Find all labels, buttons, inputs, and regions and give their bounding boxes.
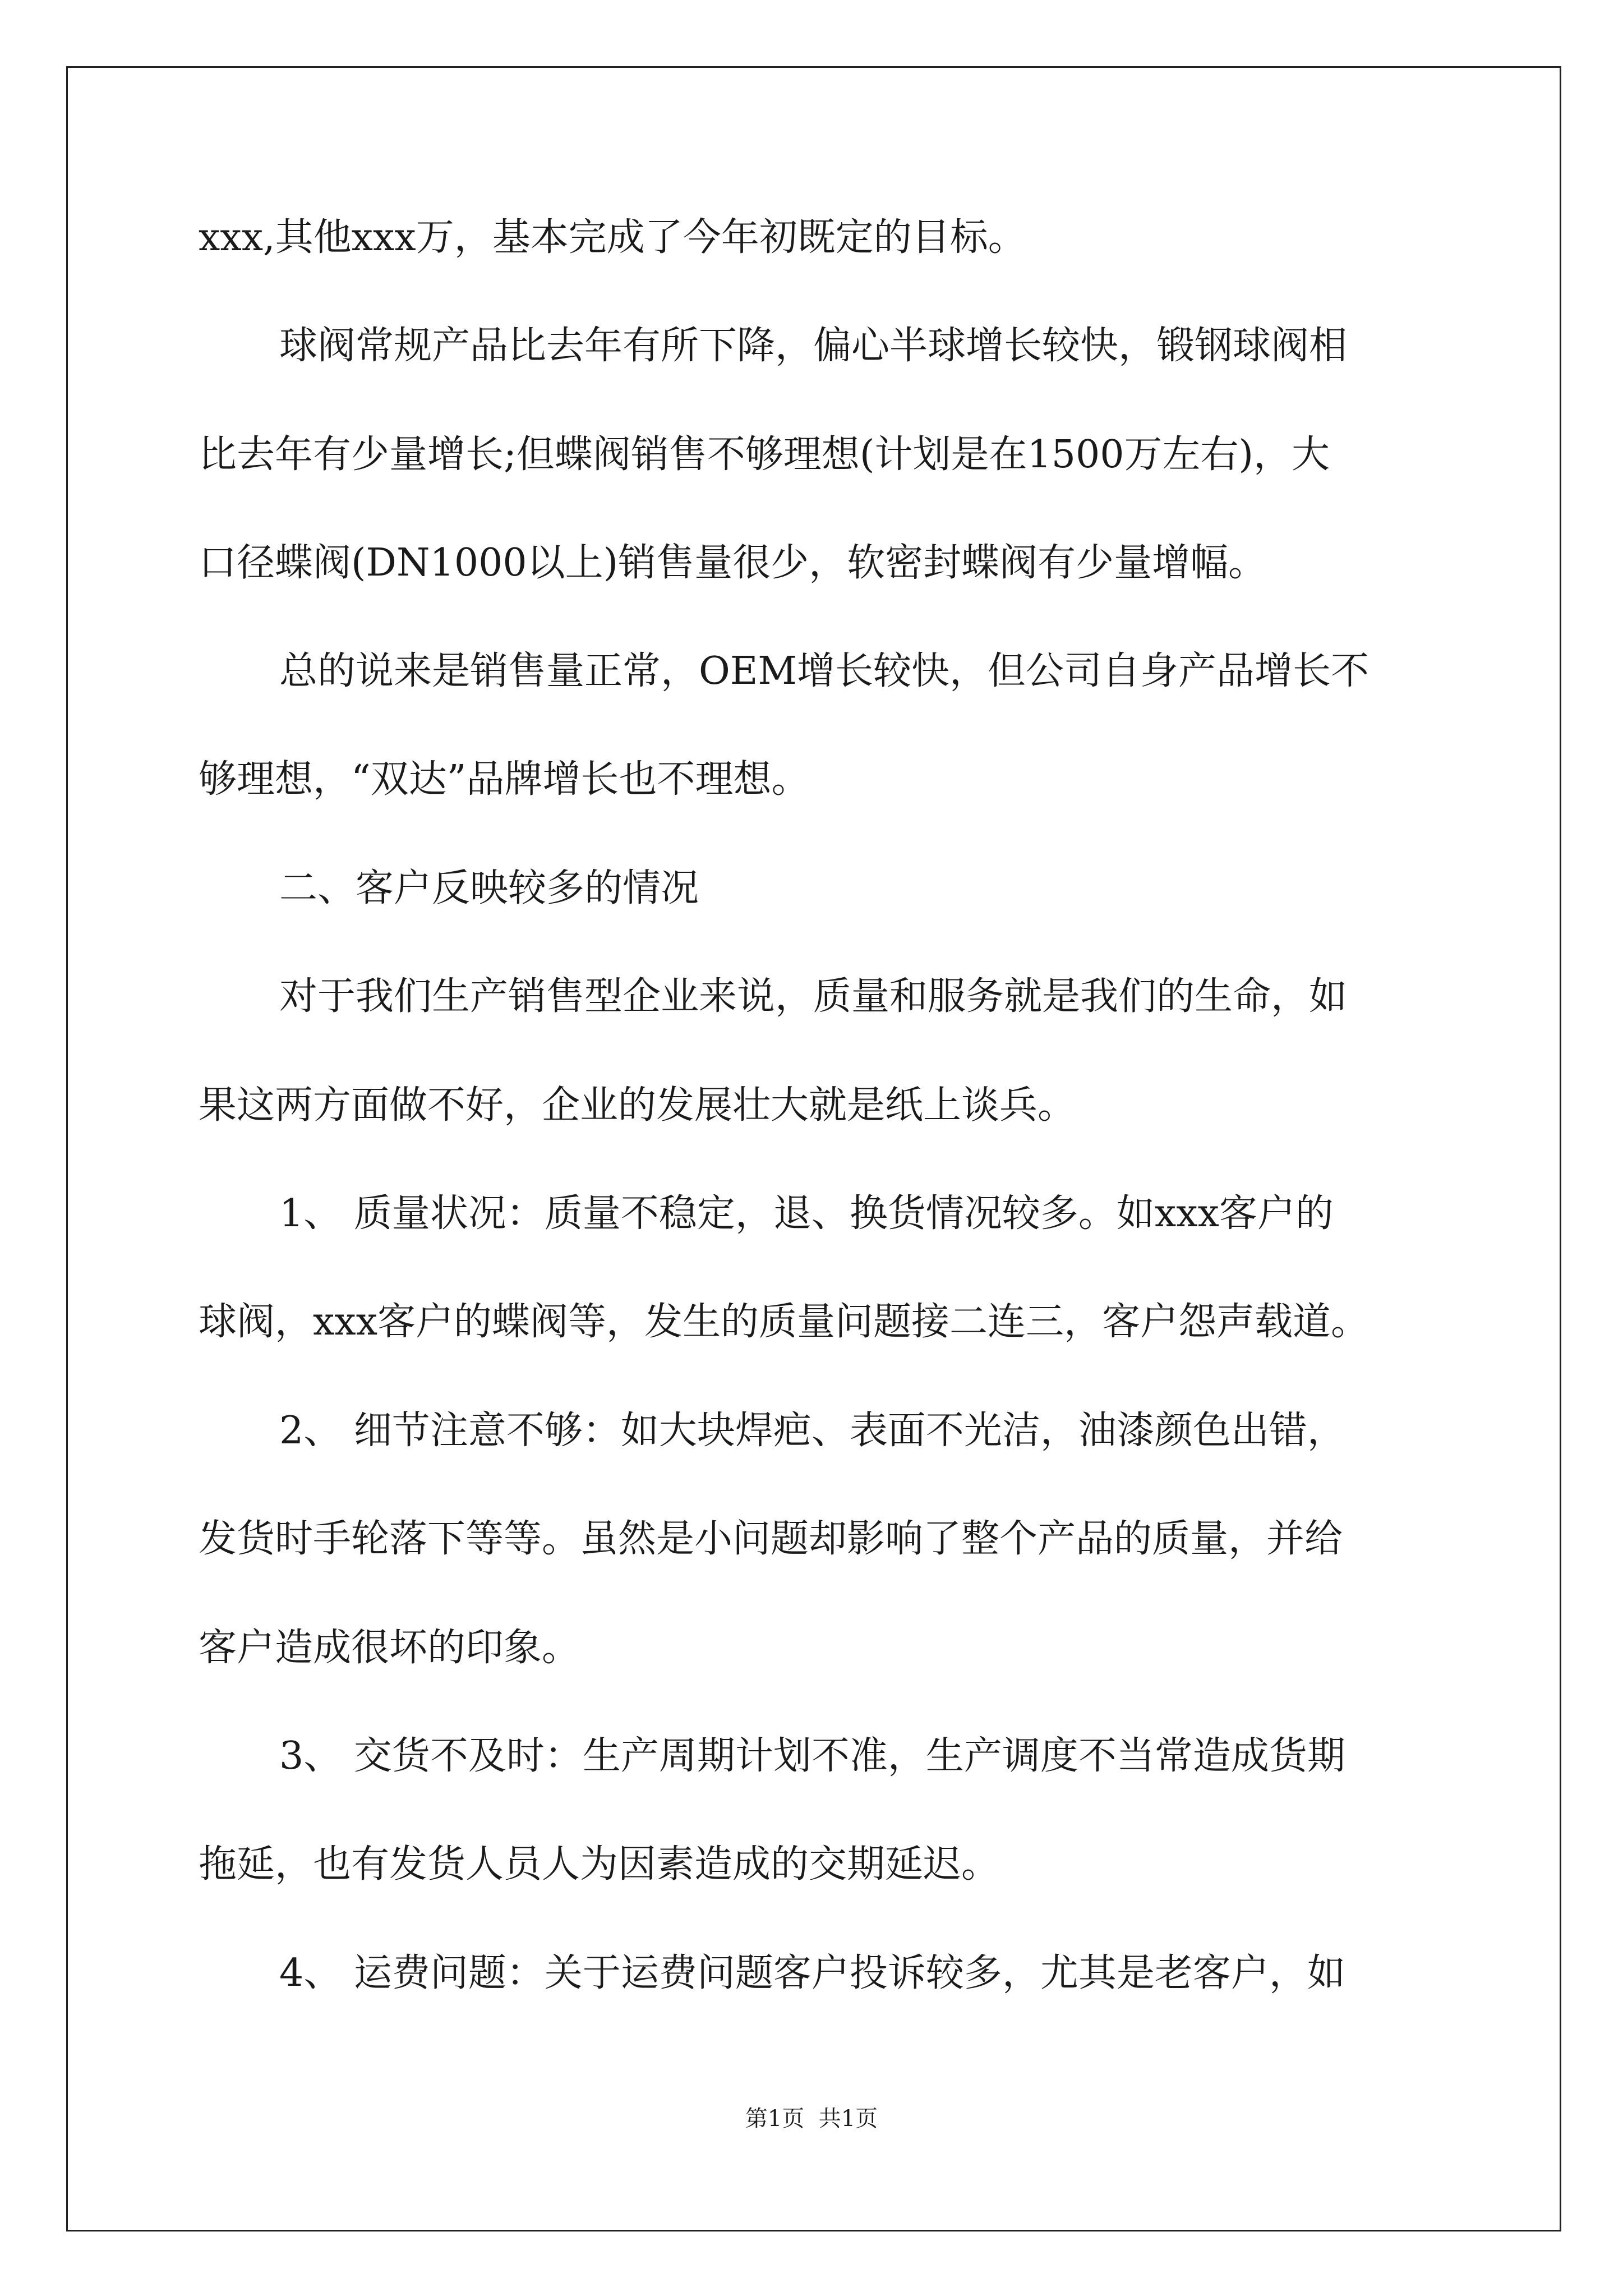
list-item: 1、 质量状况：质量不稳定，退、换货情况较多。如xxx客户的 bbox=[279, 1191, 1334, 1236]
list-item: 4、 运费问题：关于运费问题客户投诉较多，尤其是老客户，如 bbox=[279, 1951, 1345, 1995]
page-footer: 第1页 共1页 bbox=[745, 2106, 878, 2132]
text-line: xxx,其他xxx万，基本完成了今年初既定的目标。 bbox=[199, 215, 1026, 260]
text-line: 球阀常规产品比去年有所下降，偏心半球增长较快，锻钢球阀相 bbox=[279, 324, 1348, 368]
list-item: 2、 细节注意不够：如大块焊疤、表面不光洁，油漆颜色出错， bbox=[279, 1409, 1345, 1453]
text-line: 客户造成很坏的印象。 bbox=[199, 1626, 580, 1670]
text-line: 对于我们生产销售型企业来说，质量和服务就是我们的生命，如 bbox=[279, 974, 1348, 1019]
text-line: 拖延，也有发货人员人为因素造成的交期延迟。 bbox=[199, 1842, 1000, 1887]
text-line: 比去年有少量增长;但蝶阀销售不够理想(计划是在1500万左右)，大 bbox=[199, 432, 1330, 477]
text-line: 总的说来是销售量正常，OEM增长较快，但公司自身产品增长不 bbox=[279, 649, 1370, 693]
section-heading: 二、客户反映较多的情况 bbox=[279, 866, 699, 910]
text-line: 发货时手轮落下等等。虽然是小问题却影响了整个产品的质量，并给 bbox=[199, 1517, 1343, 1561]
page-border bbox=[66, 66, 1561, 2231]
text-line: 果这两方面做不好，企业的发展壮大就是纸上谈兵。 bbox=[199, 1083, 1076, 1128]
list-item: 3、 交货不及时：生产周期计划不准，生产调度不当常造成货期 bbox=[279, 1734, 1345, 1778]
text-line: 口径蝶阀(DN1000以上)销售量很少，软密封蝶阀有少量增幅。 bbox=[199, 541, 1267, 585]
text-line: 够理想，“双达”品牌增长也不理想。 bbox=[199, 757, 810, 802]
text-line: 球阀，xxx客户的蝶阀等，发生的质量问题接二连三，客户怨声载道。 bbox=[199, 1300, 1370, 1344]
